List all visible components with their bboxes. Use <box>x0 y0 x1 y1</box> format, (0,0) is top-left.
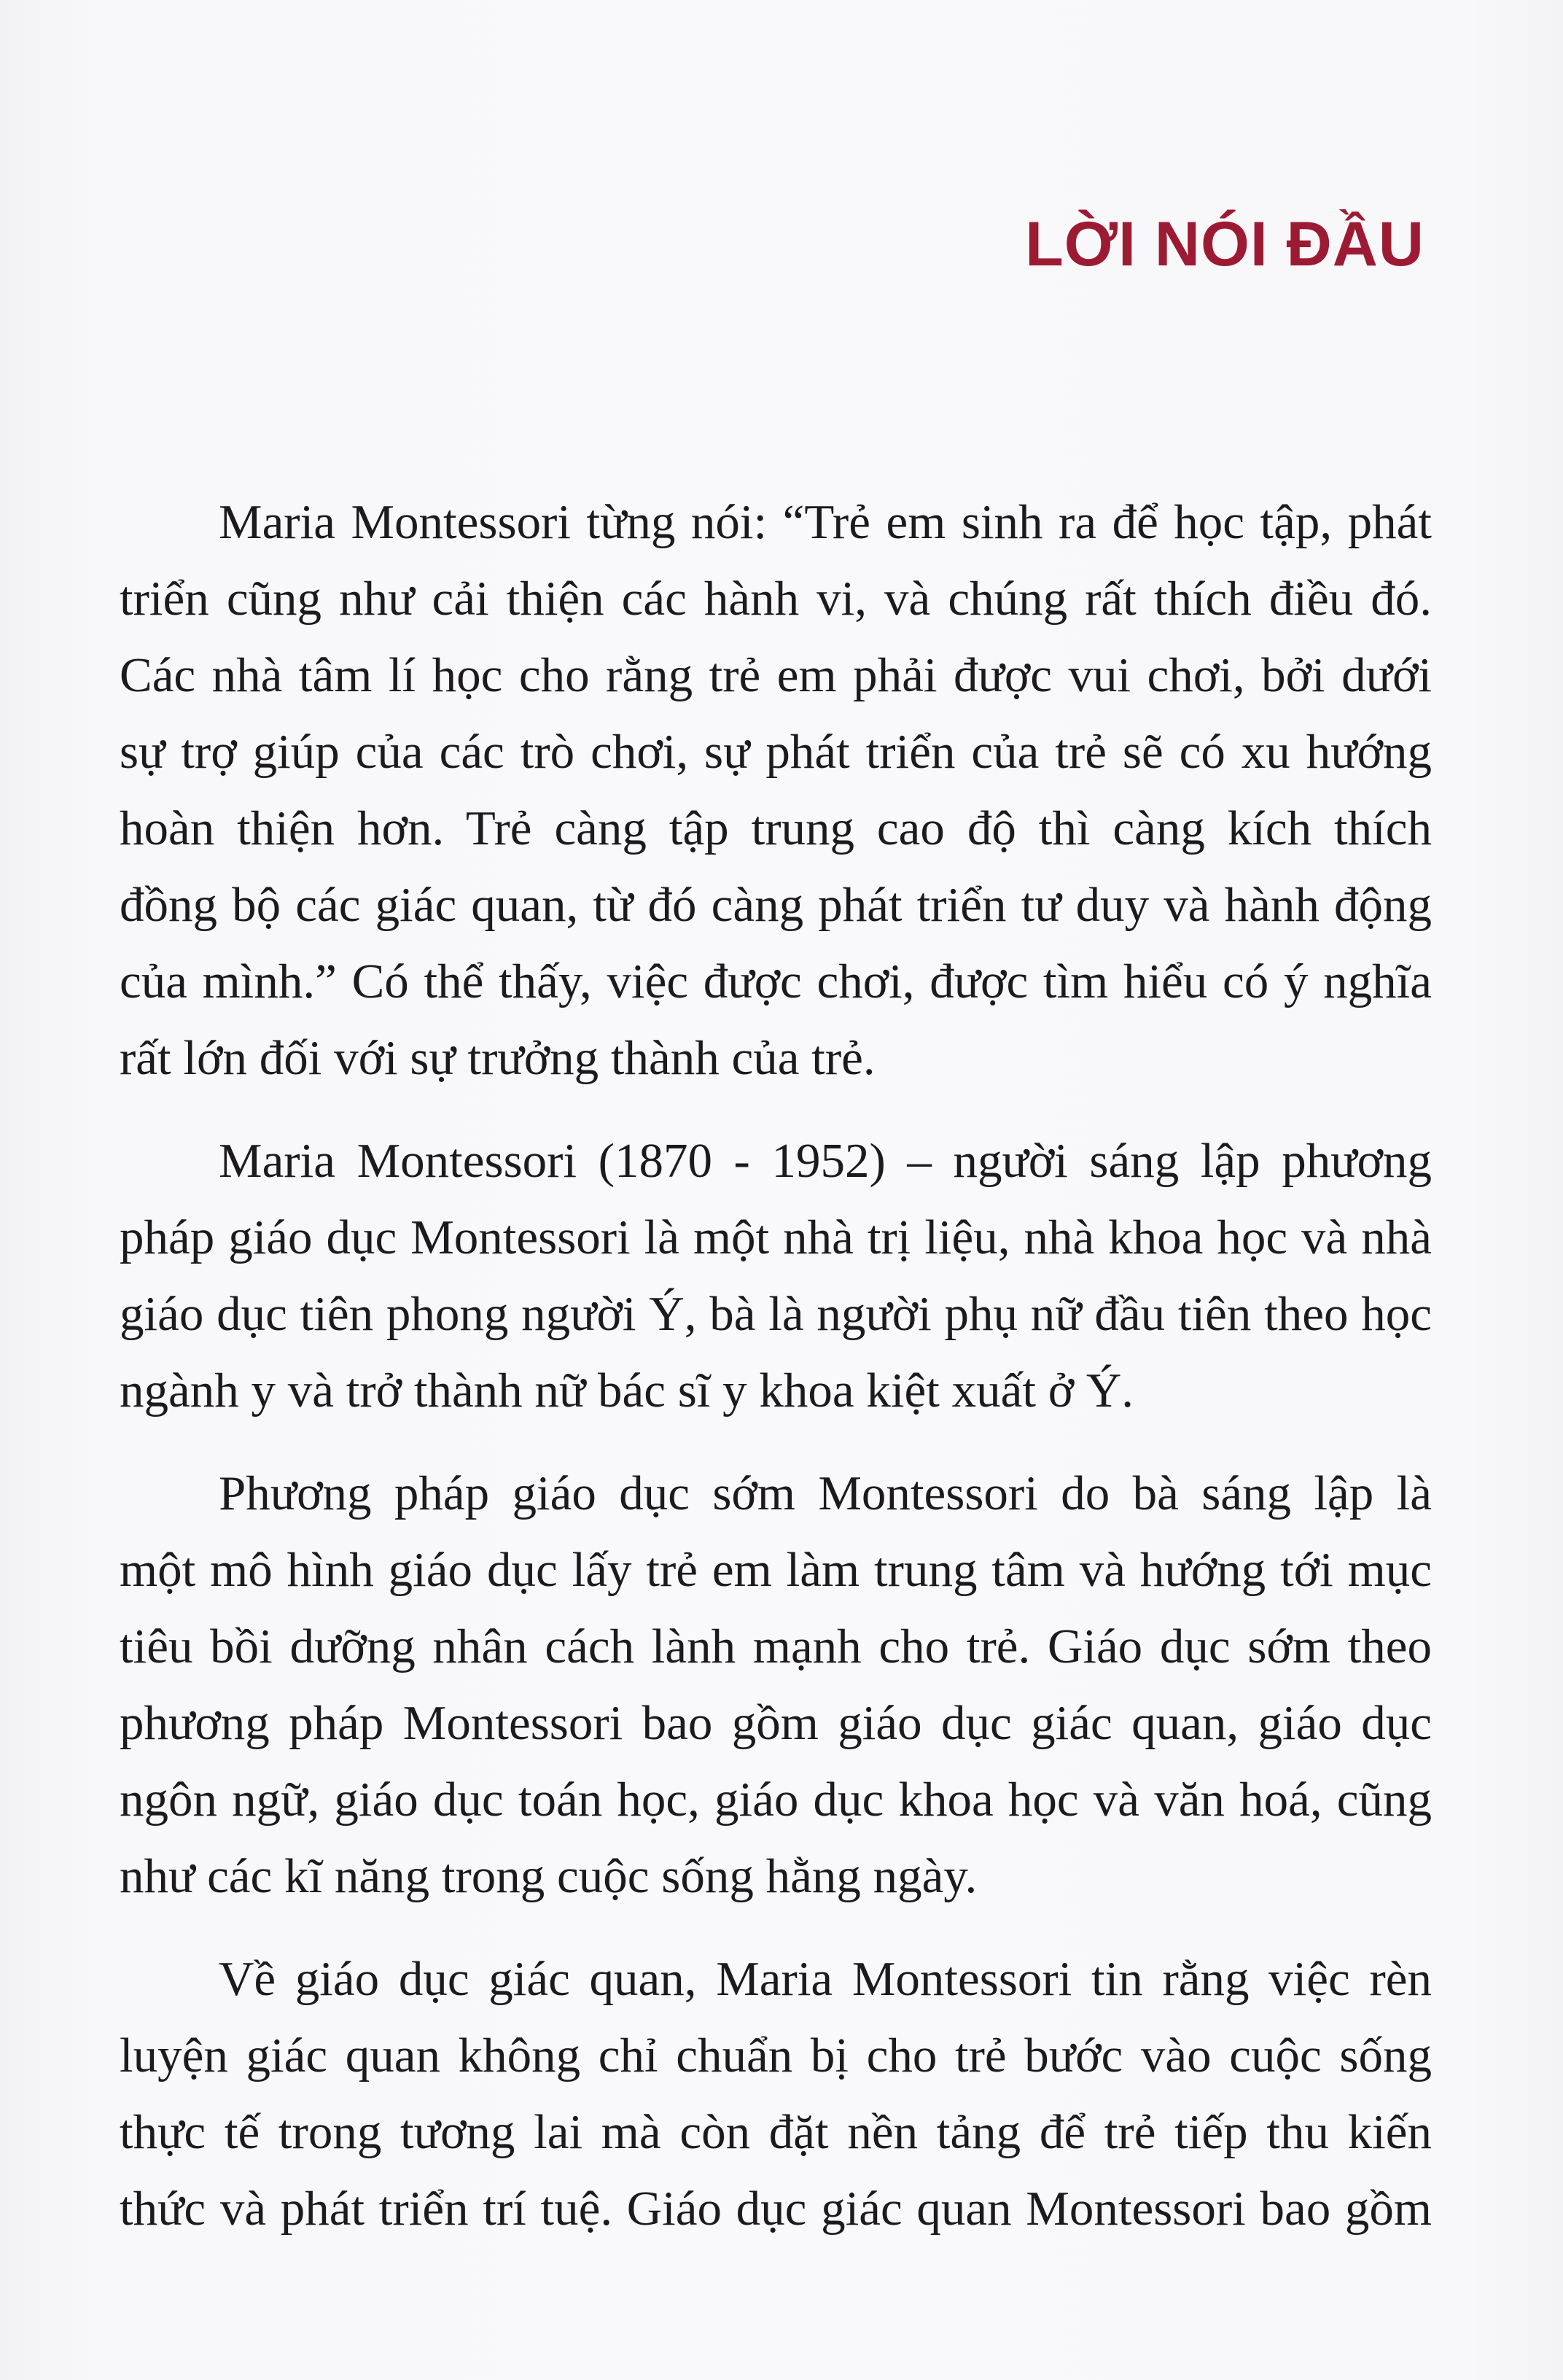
text-line: một mô hình giáo dục lấy trẻ em làm trung tâm và hướng tới mục <box>120 1543 1432 1597</box>
text-line: sự trợ giúp của các trò chơi, sự phát triển của trẻ sẽ có xu hướng <box>120 725 1432 779</box>
text-line: Về giáo dục giác quan, Maria Montessori tin rằng việc rèn <box>219 1952 1432 2006</box>
text-line: giáo dục tiên phong người Ý, bà là người phụ nữ đầu tiên theo học <box>120 1287 1432 1341</box>
text-line: hoàn thiện hơn. Trẻ càng tập trung cao độ thì càng kích thích <box>120 801 1432 855</box>
text-line: ngôn ngữ, giáo dục toán học, giáo dục khoa học và văn hoá, cũng <box>120 1773 1432 1827</box>
text-line: triển cũng như cải thiện các hành vi, và chúng rất thích điều đó. <box>120 572 1432 626</box>
page-title: LỜI NÓI ĐẦU <box>1025 209 1424 279</box>
paragraph-1 <box>120 484 1432 1097</box>
text-line: Maria Montessori từng nói: “Trẻ em sinh ra để học tập, phát <box>219 495 1432 549</box>
text-line: rất lớn đối với sự trưởng thành của trẻ. <box>120 1031 876 1085</box>
text-line: Maria Montessori (1870 - 1952) – người sáng lập phương <box>219 1134 1432 1188</box>
paragraph-2 <box>120 1123 1432 1429</box>
text-line: tiêu bồi dưỡng nhân cách lành mạnh cho trẻ. Giáo dục sớm theo <box>120 1619 1432 1673</box>
text-line: thức và phát triển trí tuệ. Giáo dục giác quan Montessori bao gồm <box>120 2182 1432 2236</box>
text-line: ngành y và trở thành nữ bác sĩ y khoa kiệt xuất ở Ý. <box>120 1364 1134 1418</box>
text-line: Phương pháp giáo dục sớm Montessori do bà sáng lập là <box>219 1466 1432 1520</box>
text-line: luyện giác quan không chỉ chuẩn bị cho trẻ bước vào cuộc sống <box>120 2029 1432 2082</box>
paragraph-4 <box>120 1941 1432 2247</box>
text-line: như các kĩ năng trong cuộc sống hằng ngày. <box>120 1849 978 1903</box>
text-line: Các nhà tâm lí học cho rằng trẻ em phải được vui chơi, bởi dưới <box>120 648 1432 702</box>
text-line: thực tế trong tương lai mà còn đặt nền tảng để trẻ tiếp thu kiến <box>120 2105 1432 2159</box>
body-text <box>120 484 1432 2274</box>
text-line: của mình.” Có thể thấy, việc được chơi, được tìm hiểu có ý nghĩa <box>120 954 1432 1008</box>
text-line: đồng bộ các giác quan, từ đó càng phát triển tư duy và hành động <box>120 878 1432 932</box>
paragraph-3 <box>120 1455 1432 1915</box>
text-line: pháp giáo dục Montessori là một nhà trị liệu, nhà khoa học và nhà <box>120 1210 1432 1264</box>
text-line: phương pháp Montessori bao gồm giáo dục giác quan, giáo dục <box>120 1696 1432 1750</box>
